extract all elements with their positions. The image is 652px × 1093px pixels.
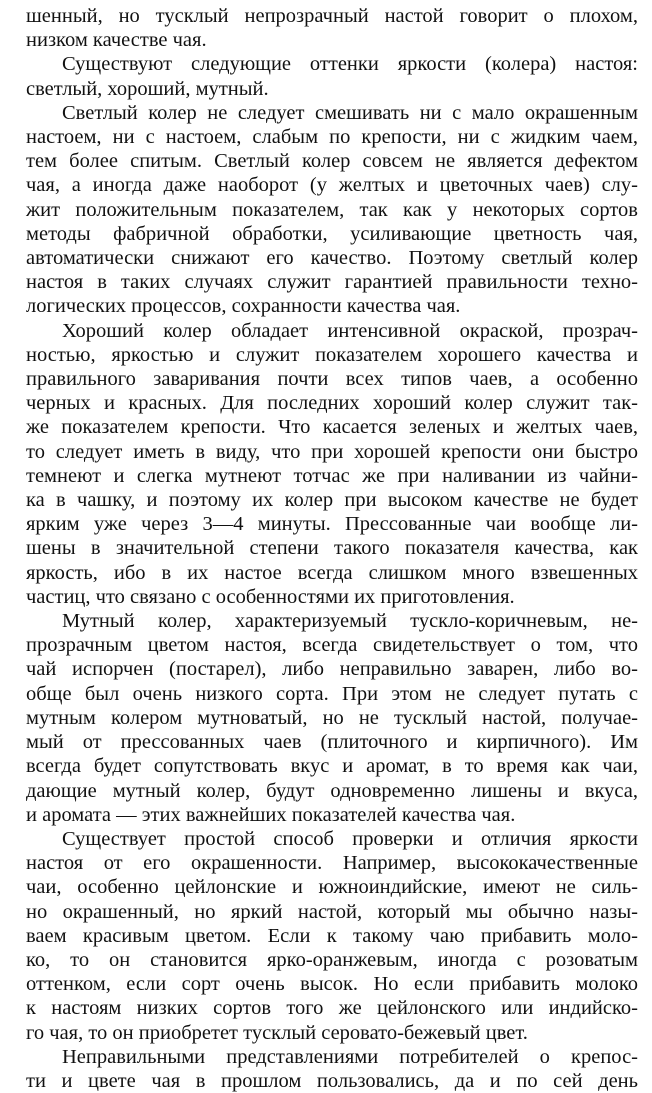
text-line: ваем красивым цветом. Если к такому чаю прибавить моло- (26, 924, 638, 947)
text-line: автоматически снижают его качество. Поэтому светлый колер (26, 247, 638, 270)
text-line: к настоям низких сортов того же цейлонского или индийско- (26, 997, 638, 1020)
text-line: ка в чашку, и поэтому их колер при высоком качестве не будет (26, 489, 638, 512)
text-line: же показателем крепости. Что касается зеленых и желтых чаев, (26, 416, 638, 439)
text-line: жит положительным показателем, так как у некоторых сортов (26, 198, 638, 221)
text-line: ярким уже через 3—4 минуты. Прессованные чаи вообще ли- (26, 513, 638, 536)
text-line: Существует простой способ проверки и отличия яркости (62, 827, 638, 850)
paragraph (26, 101, 638, 319)
text-line: черных и красных. Для последних хороший колер служит так- (26, 392, 638, 415)
text-line: но окрашенный, но яркий настой, который мы обычно назы- (26, 900, 638, 923)
text-line: Хороший колер обладает интенсивной окраской, прозрач- (62, 319, 638, 342)
text-line: низком качестве чая. (26, 29, 207, 52)
text-line: Существуют следующие оттенки яркости (колера) настоя: (62, 53, 638, 76)
text-line: и аромата — этих важнейших показателей качества чая. (26, 803, 516, 826)
text-line: частиц, что связано с особенностями их приготовления. (26, 585, 515, 608)
text-line: то следует иметь в виду, что при хорошей крепости они быстро (26, 440, 638, 463)
paragraph (26, 319, 638, 609)
text-line: тем более спитым. Светлый колер совсем не является дефектом (26, 150, 638, 173)
text-line: шены в значительной степени такого показателя качества, как (26, 537, 638, 560)
text-line: прозрачным цветом настоя, всегда свидетельствует о том, что (26, 634, 638, 657)
text-line: светлый, хороший, мутный. (26, 77, 269, 100)
paragraph (26, 827, 638, 1045)
text-line: чай испорчен (постарел), либо неправильно заварен, либо во- (26, 658, 638, 681)
text-line: обще был очень низкого сорта. При этом не следует путать с (26, 682, 638, 705)
text-line: чая, а иногда даже наоборот (у желтых и цветочных чаев) слу- (26, 174, 638, 197)
text-line: оттенком, если сорт очень высок. Но если прибавить молоко (26, 973, 638, 996)
text-line: настоем, ни с настоем, слабым по крепости, ни с жидким чаем, (26, 126, 638, 149)
text-line: ко, то он становится ярко-оранжевым, иногда с розоватым (26, 948, 638, 971)
text-line: настоя от его окрашенности. Например, высококачественные (26, 852, 638, 875)
text-line: настоя в таких случаях служит гарантией правильности техно- (26, 271, 638, 294)
text-line: шенный, но тусклый непрозрачный настой говорит о плохом, (26, 5, 638, 27)
text-line: Мутный колер, характеризуемый тускло-коричневым, не- (62, 610, 638, 633)
text-line: всегда будет сопутствовать вкус и аромат, в то время как чаи, (26, 755, 638, 778)
text-line: Неправильными представлениями потребителей о крепос- (62, 1045, 638, 1068)
text-line: темнеют и слегка мутнеют тотчас же при наливании из чайни- (26, 464, 638, 487)
paragraph (26, 52, 638, 100)
paragraph (26, 609, 638, 827)
text-line: дающие мутный колер, будут одновременно лишены и вкуса, (26, 779, 638, 802)
paragraph (26, 1045, 638, 1093)
text-line: го чая, то он приобретет тусклый серовато-бежевый цвет. (26, 1021, 528, 1044)
text-line: Светлый колер не следует смешивать ни с мало окрашенным (62, 101, 638, 124)
text-line: чаи, особенно цейлонские и южноиндийские, имеют не силь- (26, 876, 638, 899)
text-line: методы фабричной обработки, усиливающие цветность чая, (26, 222, 638, 245)
paragraph (26, 4, 638, 52)
text-line: ти и цвете чая в прошлом пользовались, да и по сей день (26, 1069, 638, 1092)
text-line: ностью, яркостью и служит показателем хорошего качества и (26, 343, 638, 366)
text-line: мый от прессованных чаев (плиточного и кирпичного). Им (26, 731, 638, 754)
text-line: логических процессов, сохранности качества чая. (26, 295, 461, 318)
text-line: правильного заваривания почти всех типов чаев, а особенно (26, 368, 638, 391)
text-line: мутным колером мутноватый, но не тусклый настой, получае- (26, 706, 638, 729)
text-line: яркость, ибо в их настое всегда слишком много взвешенных (26, 561, 638, 584)
